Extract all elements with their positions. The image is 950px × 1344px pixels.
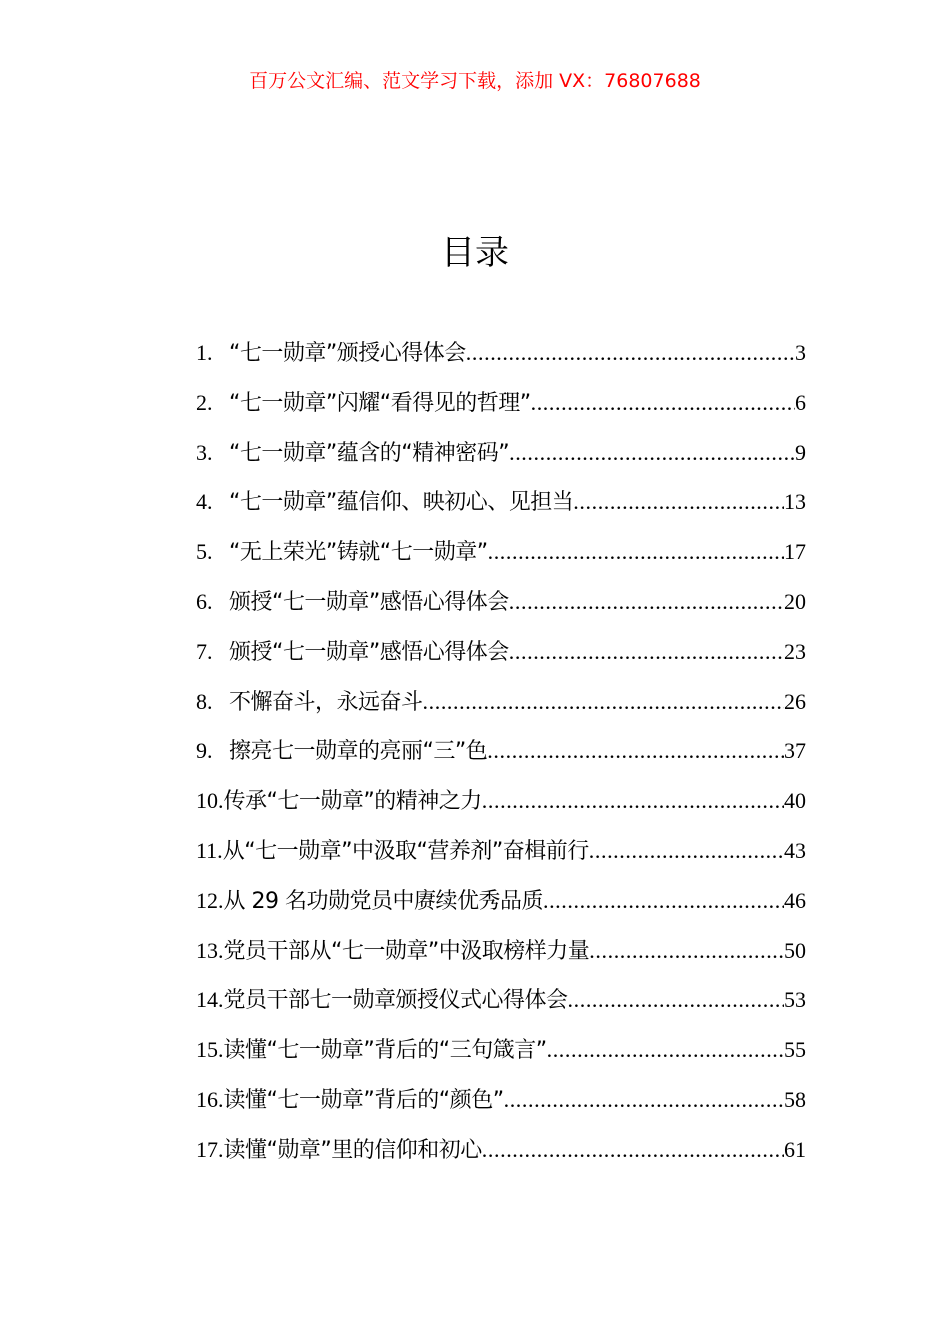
- toc-entry-page: 26: [784, 688, 806, 714]
- toc-entry[interactable]: [196, 928, 806, 978]
- toc-entry-page: 3: [795, 340, 806, 365]
- toc-entry-title: “七一勋章”颁授心得体会: [229, 341, 466, 366]
- toc-entry-number: 2.: [196, 389, 213, 415]
- toc-entry-page: 46: [784, 887, 806, 913]
- toc-entry-title: 从“七一勋章”中汲取“营养剂”奋楫前行: [222, 838, 589, 864]
- toc-entry[interactable]: [196, 778, 806, 828]
- toc-entry-title: “无上荣光”铸就“七一勋章”: [229, 540, 488, 566]
- toc-entry-number: 13.: [196, 937, 224, 963]
- toc-entry-number: 7.: [196, 638, 213, 664]
- toc-entry-page: 53: [784, 987, 806, 1013]
- toc-leader-dots: [504, 1077, 784, 1123]
- toc-entry-number: 17.: [196, 1136, 224, 1162]
- toc-entry-number: 6.: [196, 588, 213, 614]
- toc-entry-page: 58: [784, 1086, 806, 1112]
- toc-entry-number: 3.: [196, 439, 213, 465]
- toc-entry-page: 17: [784, 539, 806, 565]
- toc-entry[interactable]: [196, 679, 806, 729]
- toc-entry-page: 50: [784, 937, 806, 963]
- toc-entry-title: 从 29 名功勋党员中赓续优秀品质: [223, 888, 543, 914]
- toc-entry-number: 16.: [196, 1086, 224, 1112]
- toc-entry[interactable]: [196, 1077, 806, 1127]
- toc-entry-number: 15.: [196, 1037, 224, 1063]
- toc-entry-title: 读懂“七一勋章”背后的“三句箴言”: [223, 1038, 547, 1064]
- toc-leader-dots: [568, 977, 784, 1023]
- toc-leader-dots: [509, 579, 784, 625]
- toc-entry-page: 20: [784, 588, 806, 614]
- toc-leader-dots: [509, 629, 784, 675]
- toc-entry-number: 12.: [196, 887, 224, 913]
- toc-entry-number: 11.: [196, 837, 223, 863]
- toc-entry[interactable]: [196, 579, 806, 629]
- toc-leader-dots: [589, 928, 784, 974]
- toc-entry-number: 4.: [196, 489, 213, 515]
- toc-entry-title: “七一勋章”闪耀“看得见的哲理”: [229, 390, 531, 416]
- toc-entry-number: 10.: [196, 788, 224, 814]
- toc-entry-title: 颁授“七一勋章”感悟心得体会: [229, 639, 509, 665]
- toc-entry-page: 9: [795, 439, 806, 465]
- page-title: 目录: [441, 233, 509, 273]
- toc-leader-dots: [466, 330, 795, 376]
- toc-leader-dots: [487, 728, 784, 774]
- toc-entry-page: 55: [784, 1037, 806, 1063]
- toc-entry-title: 党员干部七一勋章颁授仪式心得体会: [223, 988, 568, 1014]
- toc-entry[interactable]: [196, 479, 806, 529]
- toc-leader-dots: [543, 878, 784, 924]
- toc-leader-dots: [547, 1027, 784, 1073]
- toc-entry[interactable]: [196, 828, 806, 878]
- header-banner: 百万公文汇编、范文学习下载，添加 VX：76807688: [249, 70, 701, 92]
- toc-entry-page: 43: [784, 837, 806, 863]
- toc-entry-number: 5.: [196, 539, 213, 565]
- toc-entry-title: “七一勋章”蕴信仰、映初心、见担当: [229, 490, 574, 516]
- toc-entry-title: 党员干部从“七一勋章”中汲取榜样力量: [223, 938, 590, 964]
- toc-entry-page: 13: [784, 489, 806, 515]
- toc-entry[interactable]: [196, 1127, 806, 1177]
- toc-entry-page: 23: [784, 638, 806, 664]
- toc-entry-number: 8.: [196, 688, 213, 714]
- toc-entry-number: 14.: [196, 987, 224, 1013]
- toc-entry[interactable]: [196, 529, 806, 579]
- toc-entry[interactable]: [196, 878, 806, 928]
- toc-entry-title: 读懂“七一勋章”背后的“颜色”: [223, 1087, 504, 1113]
- toc-leader-dots: [488, 529, 784, 575]
- toc-entry[interactable]: [196, 629, 806, 679]
- toc-entry-title: 擦亮七一勋章的亮丽“三”色: [229, 739, 488, 765]
- toc-entry[interactable]: [196, 380, 806, 430]
- toc-leader-dots: [509, 430, 795, 476]
- toc-leader-dots: [589, 828, 784, 874]
- toc-entry-title: 读懂“勋章”里的信仰和初心: [223, 1137, 482, 1163]
- toc-leader-dots: [482, 1127, 784, 1173]
- toc-entry-number: 1.: [196, 340, 213, 365]
- toc-entry-page: 40: [784, 788, 806, 814]
- toc-entry-title: 传承“七一勋章”的精神之力: [223, 789, 482, 815]
- toc-entry-title: “七一勋章”蕴含的“精神密码”: [229, 440, 510, 466]
- toc-entry-page: 61: [784, 1136, 806, 1162]
- toc-entry-number: 9.: [196, 738, 213, 764]
- toc-leader-dots: [482, 778, 784, 824]
- toc-entry-title: 颁授“七一勋章”感悟心得体会: [229, 589, 509, 615]
- toc-entry[interactable]: [196, 977, 806, 1027]
- toc-entry-page: 37: [784, 738, 806, 764]
- toc-entry[interactable]: [196, 330, 806, 380]
- toc-leader-dots: [573, 479, 784, 525]
- toc-leader-dots: [423, 679, 784, 725]
- toc-entry[interactable]: [196, 1027, 806, 1077]
- toc-leader-dots: [531, 380, 795, 426]
- toc-entry-page: 6: [795, 389, 806, 415]
- toc-entry[interactable]: [196, 728, 806, 778]
- table-of-contents: [196, 330, 806, 1177]
- toc-entry-title: 不懈奋斗，永远奋斗: [229, 689, 423, 715]
- toc-entry[interactable]: [196, 430, 806, 480]
